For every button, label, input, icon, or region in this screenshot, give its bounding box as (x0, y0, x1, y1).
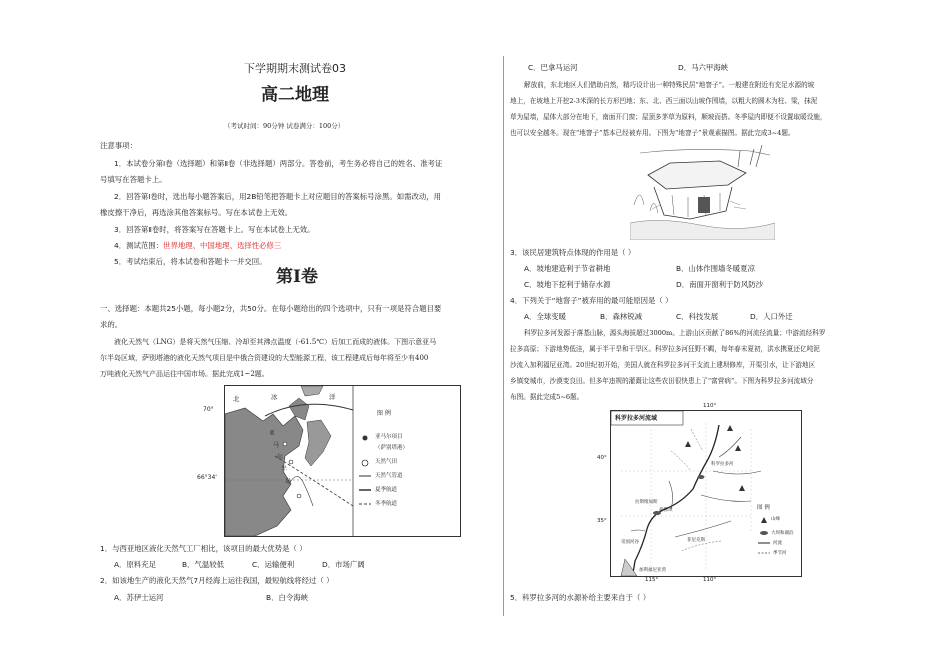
yamal-map (197, 385, 461, 537)
map1-label-dao: 岛 (285, 478, 292, 485)
question-2: 2．如该地生产的液化天然气7月经海上运往我国，最短航线将经过（ ） (100, 576, 334, 585)
q4-option-b: B．森林锐减 (600, 312, 643, 321)
note-1-line-2: 号填写在答题卡上。 (100, 175, 167, 184)
question-3: 3．该民居建筑特点体现的作用是（ ） (510, 248, 636, 257)
map2-place-0: 科罗拉多河 (711, 462, 734, 467)
map2-title: 科罗拉多河流域 (615, 415, 658, 422)
map2-lon-115: 115° (645, 577, 659, 583)
map2-place-2: 加利福尼亚湾 (639, 568, 666, 573)
river-para-line-4: 乡镇变城市，沙漠变良田。但多年违规的灌溉让这些农田很快患上了“富营病”。下图为科罗拉多河流域分 (510, 377, 814, 385)
q3-option-d: D．南面开窗利于防风防沙 (676, 280, 763, 289)
lng-para-line-2: 尔半岛区域，萨别塔港的液化天然气项目是中俄合资建设的大型能源工程，该工程建成后每年将至少有400 (100, 354, 429, 362)
dwelling-sketch (630, 145, 775, 240)
question-5: 5．科罗拉多河的水源补给主要来自于（ ） (510, 593, 651, 602)
map1-label-ya: 亚 (269, 430, 276, 437)
lng-para-line-1: 液化天然气（LNG）是将天然气压缩、冷却至其沸点温度（-61.5℃）后加工而成的液体。下图示意亚马 (114, 338, 437, 346)
column-divider (503, 56, 504, 616)
dwelling-para-line-4: 也可以安全越冬。现在“地窨子”基本已经被弃用。下图为“地窨子”景观素描图。据此完成3~4题。 (510, 129, 795, 137)
dwelling-para-line-3: 草为屋墙，屋体大部分在地下，南面开门窗；屋顶多茅草为原料，顺坡而搭。冬季屋内即便不设置取暖设施， (510, 113, 827, 121)
map1-label-bing: 冰 (271, 393, 278, 401)
dwelling-sketch-drawing (630, 145, 775, 240)
river-para-line-1: 科罗拉多河发源于落基山脉，源头海拔超过3000m。上游山区贡献了86%的河流径流量；中游流经科罗 (524, 329, 826, 337)
map2-legend-item-2: 河流 (773, 541, 782, 546)
dwelling-para-line-1: 解放前，东北地区人们借助自然，精巧设计出一种特殊民居“地窨子”。一般建在附近有充足水源的坡 (524, 81, 815, 89)
map2-legend-item-3: 季节河 (773, 551, 787, 556)
note-4-prefix: 4．测试范围： (114, 241, 164, 250)
q2-option-c: C．巴拿马运河 (528, 63, 578, 72)
map2-lat-40: 40° (597, 455, 607, 461)
map1-label-ma: 马 (273, 442, 280, 449)
q1-option-c: C．运输便利 (252, 560, 295, 569)
river-para-line-2: 拉多高原；下游地势低洼，属于半干旱和干旱区。科罗拉多河狂野不羁，每年春末夏初，洪水携夏还亿吨泥 (510, 345, 820, 353)
map2-lat-35: 35° (597, 518, 607, 524)
note-5: 5．考试结束后，将本试卷和答题卡一并交回。 (114, 257, 267, 266)
note-2-line-2: 橡皮擦干净后，再选涂其他答案标号。写在本试卷上无效。 (100, 208, 293, 217)
map1-legend-item-4: 夏季航道 (375, 487, 398, 493)
note-4 (114, 240, 281, 251)
map1-legend-item-2: 天然气田 (375, 459, 398, 465)
part1-line-2: 求的。 (100, 320, 123, 329)
q1-option-b: B．气温较低 (182, 560, 225, 569)
exam-info: （考试时间：90分钟 试卷满分：100分） (224, 122, 345, 130)
map1-label-er: 尔 (277, 454, 284, 461)
q2-option-d: D．马六甲海峡 (678, 63, 729, 72)
note-4-range: 世界地理、中国地理、选择性必修三 (163, 241, 282, 250)
q1-option-a: A．原料充足 (114, 560, 157, 569)
q2-option-a: A．苏伊士运河 (114, 593, 164, 602)
q4-option-c: C．科技发展 (676, 312, 719, 321)
colorado-map (597, 403, 802, 583)
map1-lat-66: 66°34' (197, 474, 217, 481)
q1-option-d: D．市场广阔 (322, 560, 365, 569)
subject-title: 高二地理 (261, 85, 329, 105)
map2-place-4: 拉斯维加斯 (635, 500, 658, 505)
section-title: 第Ⅰ卷 (276, 267, 318, 287)
river-para-line-3: 沙流入加利福尼亚湾。20世纪初开始，美国人就在科罗拉多河干支流上建坝修库，开渠引水，让下游地区 (510, 361, 816, 369)
map2-legend-item-1: 大坝和湖泊 (771, 531, 794, 536)
map1-label-ban: 半 (281, 466, 288, 473)
map2-lon-110-bottom: 110° (703, 577, 717, 583)
note-2-line-1: 2．回答第Ⅰ卷时，选出每小题答案后，用2B铅笔把答题卡上对应题目的答案标号涂黑。如需改动，用 (114, 192, 442, 201)
q3-option-c: C．坡地下挖利于储存水源 (524, 280, 611, 289)
river-para-line-5: 布图。据此完成5~6题。 (510, 393, 584, 401)
map1-label-north: 北 (233, 395, 240, 403)
q4-option-a: A．全球变暖 (524, 312, 567, 321)
part1-line-1: 一、选择题：本题共25小题，每小题2分，共50分。在每小题给出的四个选项中，只有一项是符合题目要 (100, 304, 442, 313)
yamal-map-drawing (225, 386, 460, 536)
q3-option-b: B．山体作围墙冬暖夏凉 (676, 264, 755, 273)
map1-legend-title: 图 例 (377, 410, 391, 417)
note-1-line-1: 1．本试卷分第Ⅰ卷（选择题）和第Ⅱ卷（非选择题）两部分。答卷前，考生务必将自己的姓名、准考证 (114, 159, 443, 168)
lng-para-line-3: 万吨液化天然气产品运往中国市场。据此完成1~2题。 (100, 370, 269, 378)
map1-lat-70: 70° (203, 406, 214, 413)
map1-label-yang: 洋 (329, 393, 336, 401)
q3-option-a: A．坡地建造利于节省耕地 (524, 264, 611, 273)
map1-legend-item-3: 天然气管道 (375, 473, 403, 479)
q4-option-d: D．人口外迁 (750, 312, 793, 321)
map2-legend-title: 图 例 (757, 505, 770, 511)
map2-place-1: 胡佛坝 (659, 508, 673, 513)
map2-legend-item-0: 山峰 (771, 517, 780, 522)
notes-heading: 注意事项： (100, 141, 137, 150)
dwelling-para-line-2: 地上，在坡地上开挖2-3米深的长方形凹地；东、北、西三面以山坡作围墙，以粗大的圆木为柱、梁，抹泥 (510, 97, 818, 105)
map1-legend-item-0: 亚马尔项目 (375, 434, 403, 440)
map2-place-3: 帝国河谷 (621, 540, 639, 545)
map2-lon-110-top: 110° (703, 403, 717, 409)
exam-title: 下学期期末测试卷03 (244, 62, 346, 75)
map1-legend-item-5: 冬季航道 (375, 501, 398, 507)
q2-option-b: B．白令海峡 (266, 593, 309, 602)
question-1: 1．与西亚地区液化天然气工厂相比，该项目的最大优势是（ ） (100, 544, 307, 553)
map1-legend-item-1: （萨别塔港） (375, 445, 409, 451)
note-3: 3．回答第Ⅱ卷时，将答案写在答题卡上。写在本试卷上无效。 (114, 225, 315, 234)
question-4: 4．下列关于“地窨子”被弃用的最可能原因是（ ） (510, 296, 673, 305)
map2-place-5: 菲尼克斯 (687, 538, 705, 543)
